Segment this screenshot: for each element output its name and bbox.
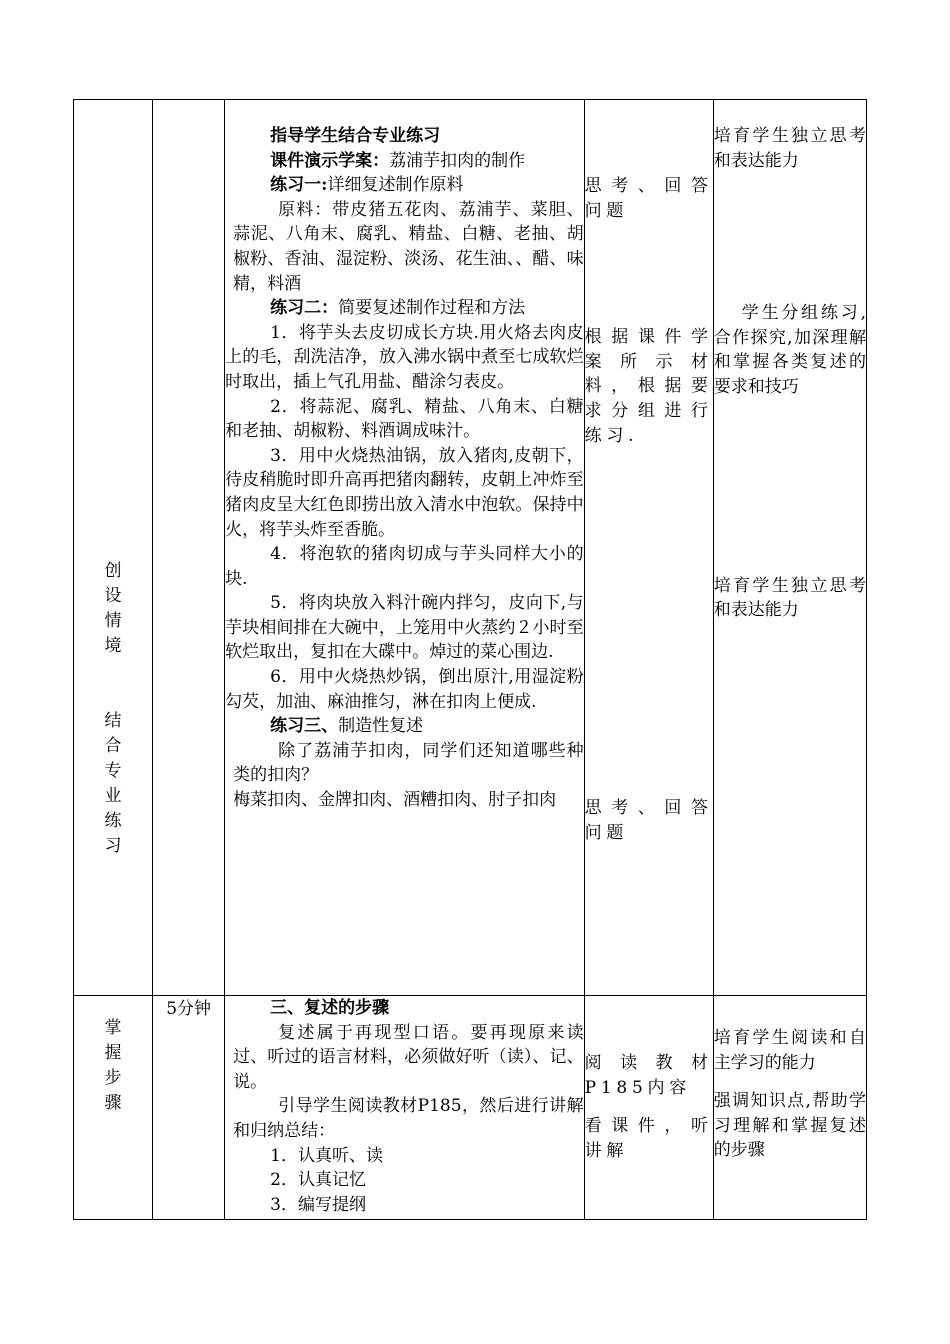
- student-activity-cell: [584, 996, 713, 1220]
- stage-char: 练: [104, 811, 122, 831]
- step-text: 3．编写提纲: [270, 1194, 366, 1215]
- table-row: [74, 996, 867, 1220]
- step-text: 3．用中火烧热油锅，放入猪肉,皮朝下，待皮稍脆时即升高再把猪肉翻转，皮朝上冲炸至猪肉皮呈大红色即捞出放入清水中泡软。保持中火，将芋头炸至香脆。: [225, 445, 584, 540]
- intro-text: 复述属于再现型口语。要再现原来读过、听过的语言材料，必须做好听（读）、记、说。: [233, 1022, 584, 1092]
- stage-char: 结: [104, 711, 122, 731]
- stage-char: 掌: [104, 1018, 122, 1038]
- student-activity-text: 思考、回答问题: [584, 176, 713, 221]
- stage-char: 骤: [104, 1093, 122, 1113]
- time-cell: [153, 100, 225, 996]
- content-title: 三、复述的步骤: [270, 998, 390, 1018]
- guide-text: 引导学生阅读教材P185，然后进行讲解和归纳总结：: [233, 1096, 584, 1141]
- stage-char: 业: [104, 786, 122, 806]
- purpose-text: 强调知识点,帮助学习理解和掌握复述的步骤: [713, 1091, 866, 1161]
- stage-char: 专: [104, 761, 122, 781]
- stage-char: 设: [104, 586, 122, 606]
- time-cell: [153, 996, 225, 1220]
- table-row: [74, 100, 867, 996]
- step-text: 1．认真听、读: [270, 1145, 383, 1166]
- purpose-text: 培育学生独立思考和表达能力: [713, 575, 866, 621]
- step-text: 2．将蒜泥、腐乳、精盐、八角末、白糖和老抽、胡椒粉、料酒调成味汁。: [225, 396, 584, 442]
- ingredients-text: 原料：带皮猪五花肉、荔浦芋、菜胆、蒜泥、八角末、腐乳、精盐、白糖、老抽、胡椒粉、香油、湿淀粉、淡汤、花生油、、醋、味精，料酒: [233, 199, 584, 294]
- courseware-line: 课件演示学案：荔浦芋扣肉的制作: [270, 150, 526, 171]
- exercise-3-line: 练习三、制造性复述: [270, 716, 424, 737]
- student-activity-text: 看课件，听讲解: [584, 1116, 713, 1161]
- purpose-cell: [713, 100, 866, 996]
- purpose-text: 学生分组练习,合作探究,加深理解和掌握各类复述的要求和技巧: [713, 303, 866, 397]
- stage-char: 合: [104, 736, 122, 756]
- stage-cell: [74, 100, 153, 996]
- purpose-cell: [713, 996, 866, 1220]
- content-title: 指导学生结合专业练习: [270, 126, 441, 146]
- exercise-2-line: 练习二：简要复述制作过程和方法: [270, 298, 526, 319]
- purpose-text: 培育学生独立思考和表达能力: [713, 126, 866, 171]
- stage-cell: [74, 996, 153, 1220]
- stage-char: 境: [104, 636, 122, 656]
- stage-char: 情: [104, 611, 122, 631]
- stage-char: 握: [104, 1043, 122, 1063]
- student-activity-text: 根据课件学案所示材料，根据要求分组进行练习.: [584, 327, 713, 446]
- lesson-plan-table: [73, 99, 867, 1220]
- student-activity-text: 思考、回答问题: [584, 798, 713, 843]
- question-text: 除了荔浦芋扣肉，同学们还知道哪些种类的扣肉？: [233, 740, 584, 786]
- content-cell: [225, 996, 584, 1220]
- answer-text: 梅菜扣肉、金牌扣肉、酒糟扣肉、肘子扣肉: [233, 790, 557, 811]
- step-text: 5．将肉块放入料汁碗内拌匀，皮向下,与芋块相间排在大碗中，上笼用中火蒸约２小时至软烂取出，复扣在大碟中。焯过的菜心围边.: [225, 593, 584, 663]
- student-activity-text: 阅读教材P185内容: [584, 1053, 713, 1098]
- step-text: 2．认真记忆: [270, 1170, 366, 1191]
- stage-char: 创: [104, 561, 122, 581]
- stage-char: 步: [104, 1068, 122, 1088]
- content-cell: [225, 100, 584, 996]
- step-text: 4．将泡软的猪肉切成与芋头同样大小的块.: [225, 544, 584, 589]
- step-text: 1．将芋头去皮切成长方块.用火烙去肉皮上的毛，刮洗洁净，放入沸水锅中煮至七成软烂时取出，插上气孔用盐、醋涂匀表皮。: [225, 322, 584, 392]
- time-text: 5分钟: [166, 999, 212, 1019]
- student-activity-cell: [584, 100, 713, 996]
- purpose-text: 培育学生阅读和自主学习的能力: [713, 1028, 866, 1073]
- stage-char: 习: [104, 836, 122, 856]
- exercise-1-line: 练习一:详细复述制作原料: [270, 175, 464, 196]
- step-text: 6．用中火烧热炒锅，倒出原汁,用湿淀粉勾芡，加油、麻油推匀，淋在扣肉上便成.: [225, 667, 584, 712]
